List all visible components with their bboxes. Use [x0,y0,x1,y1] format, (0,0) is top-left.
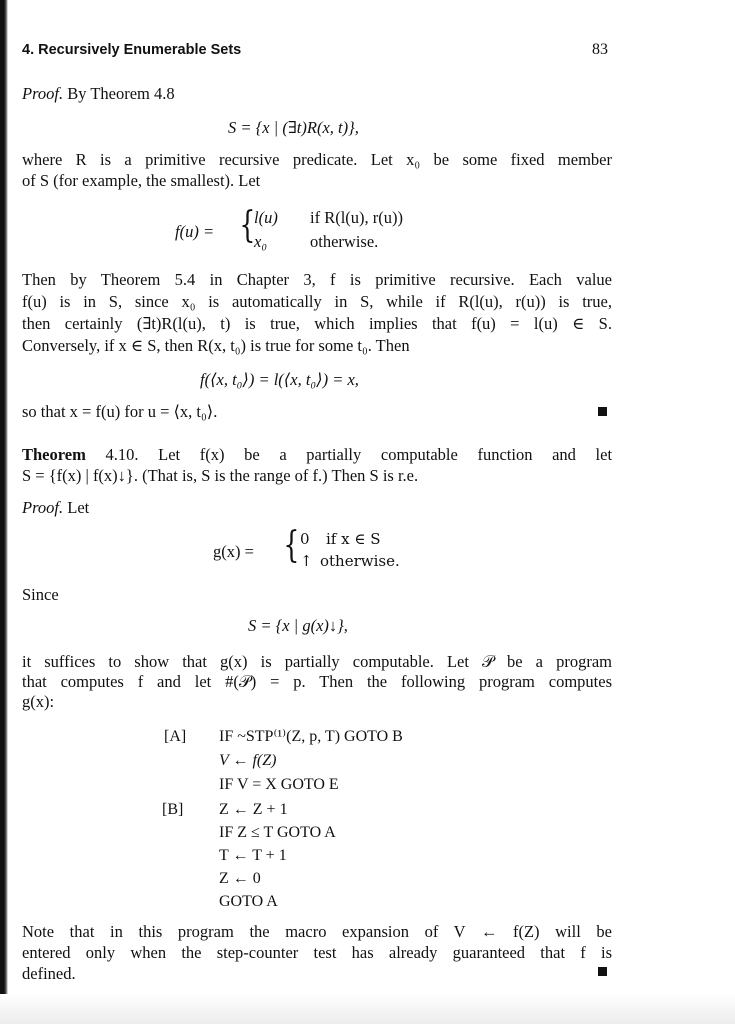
program-instruction: Z ← 0 [219,870,261,887]
note-text-line: entered only when the step-counter test has already guaranteed that f is [22,943,612,962]
piecewise-case-value: ↑ [300,552,313,570]
program-instruction: T ← T + 1 [219,847,287,864]
since-label: Since [22,585,59,604]
theorem-statement-line [22,445,612,465]
page-number: 83 [592,41,608,58]
qed-end-of-proof-mark [598,407,607,416]
note-text-line: Note that in this program the macro expansion of V ← f(Z) will be [22,922,612,941]
proof-intro-text: By Theorem 4.8 [67,84,175,103]
so-that-line: so that x = f(u) for u = ⟨x, t₀⟩. [22,402,218,421]
proof-intro-text: Let [67,498,90,517]
page-binding-edge [0,0,8,1024]
proof-text-line: it suffices to show that g(x) is partially computable. Let 𝒫 be a program [22,652,612,671]
proof-label: Proof. [22,84,64,103]
piecewise-case-condition: if R(l(u), r(u)) [310,208,404,227]
piecewise-case-value: l(u) [254,208,278,227]
proof-text-line: g(x): [22,692,55,711]
set-definition-equation: S = {x | g(x)↓}, [248,616,348,635]
program-instruction: V ← f(Z) [219,752,277,769]
left-brace: { [283,525,300,566]
program-instruction: Z ← Z + 1 [219,801,288,818]
program-instruction: IF ~STP⁽¹⁾(Z, p, T) GOTO B [219,728,403,745]
proof-text-line: f(u) is in S, since x₀ is automatically in S, while if R(l(u), r(u)) is true, [22,292,612,311]
display-equation: f(⟨x, t₀⟩) = l(⟨x, t₀⟩) = x, [200,370,359,389]
note-text-line: defined. [22,964,76,983]
proof-text-line: Then by Theorem 5.4 in Chapter 3, f is primitive recursive. Each value [22,270,612,289]
proof-text-line: of S (for example, the smallest). Let [22,171,261,190]
qed-end-of-proof-mark [598,967,607,976]
theorem-label: Theorem [22,445,86,464]
theorem-statement-line: S = {f(x) | f(x)↓}. (That is, S is the range of f.) Then S is r.e. [22,466,419,485]
theorem-text: Let f(x) be a partially computable function and let [158,445,613,464]
piecewise-case-condition: otherwise. [310,232,379,251]
proof-text-line: where R is a primitive recursive predicate. Let x₀ be some fixed member [22,150,612,169]
proof-paragraph-intro [22,498,89,518]
piecewise-case-condition: otherwise. [320,552,400,570]
program-label-b: [B] [162,801,184,818]
proof-paragraph-intro [22,84,175,104]
piecewise-g-lhs: g(x) = [213,542,254,561]
program-instruction: IF Z ≤ T GOTO A [219,824,336,841]
program-label-a: [A] [164,728,187,745]
left-brace: { [239,205,256,246]
piecewise-f-lhs: f(u) = [175,222,215,241]
piecewise-case-value: x₀ [254,232,268,251]
proof-text-line: then certainly (∃t)R(l(u), t) is true, which implies that f(u) = l(u) ∈ S. [22,314,612,333]
proof-text-line: that computes f and let #(𝒫) = p. Then the following program computes [22,672,612,691]
page-bottom-shadow [0,994,735,1024]
piecewise-case-condition: if x ∈ S [326,530,381,548]
set-definition-equation: S = {x | (∃t)R(x, t)}, [228,118,359,137]
running-head-section-title: 4. Recursively Enumerable Sets [22,42,242,58]
piecewise-case-value: 0 [300,530,310,548]
program-instruction: GOTO A [219,893,278,910]
theorem-number: 4.10. [105,445,139,464]
program-instruction: IF V = X GOTO E [219,776,339,793]
proof-label: Proof. [22,498,64,517]
proof-text-line: Conversely, if x ∈ S, then R(x, t₀) is true for some t₀. Then [22,336,410,355]
